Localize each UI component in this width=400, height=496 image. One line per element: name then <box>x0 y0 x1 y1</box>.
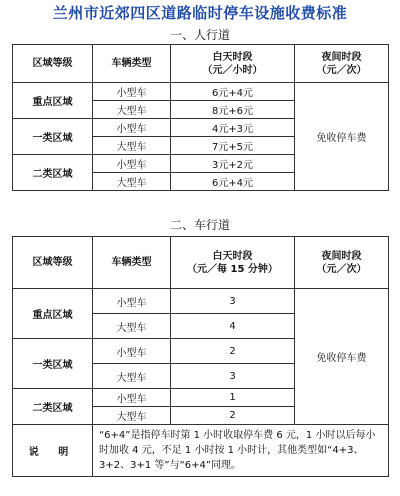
header-night-unit: （元／次） <box>316 263 367 275</box>
note-text: “6+4”是指停车时第 1 小时收取停车费 6 元，1 小时以后每小时加收 4 元，不足 1 小时按 1 小时计，其他类型如“4+3、3+2、3+1 等”与“6+4”同理。 <box>93 425 389 477</box>
vehicle-cell: 大型车 <box>93 173 171 191</box>
header-vehicle: 车辆类型 <box>93 45 171 83</box>
zone-cell: 重点区域 <box>13 83 93 119</box>
table-header-row <box>13 237 389 289</box>
header-zone: 区域等级 <box>13 237 93 289</box>
vehicle-cell: 大型车 <box>93 314 171 339</box>
vehicle-cell: 大型车 <box>93 364 171 389</box>
header-night-unit: （元／次） <box>316 64 367 76</box>
note-label: 说 明 <box>13 425 93 477</box>
zone-cell: 重点区域 <box>13 289 93 339</box>
day-fee-cell: 7元+5元 <box>171 137 295 155</box>
sidewalk-fee-table <box>12 44 389 191</box>
vehicle-cell: 大型车 <box>93 101 171 119</box>
day-fee-cell: 3 <box>171 364 295 389</box>
page-title: 兰州市近郊四区道路临时停车设施收费标准 <box>52 4 348 22</box>
day-fee-cell: 4 <box>171 314 295 339</box>
header-zone: 区域等级 <box>13 45 93 83</box>
header-night-label: 夜间时段 <box>321 51 362 63</box>
day-fee-cell: 6元+4元 <box>171 83 295 101</box>
vehicle-cell: 小型车 <box>93 339 171 364</box>
zone-cell: 一类区域 <box>13 339 93 389</box>
vehicle-cell: 小型车 <box>93 155 171 173</box>
vehicle-cell: 小型车 <box>93 389 171 407</box>
vehicle-cell: 小型车 <box>93 289 171 314</box>
zone-cell: 二类区域 <box>13 389 93 425</box>
day-fee-cell: 1 <box>171 389 295 407</box>
day-fee-cell: 2 <box>171 339 295 364</box>
note-row <box>13 425 389 477</box>
day-fee-cell: 6元+4元 <box>171 173 295 191</box>
day-fee-cell: 2 <box>171 407 295 425</box>
vehicle-cell: 大型车 <box>93 407 171 425</box>
table-row <box>13 83 389 101</box>
day-fee-cell: 3元+2元 <box>171 155 295 173</box>
header-vehicle: 车辆类型 <box>93 237 171 289</box>
header-night <box>295 237 389 289</box>
roadway-fee-table <box>12 236 389 477</box>
table-header-row <box>13 45 389 83</box>
header-day-label: 白天时段 <box>212 51 253 63</box>
header-day <box>171 237 295 289</box>
table-row <box>13 289 389 314</box>
zone-cell: 二类区域 <box>13 155 93 191</box>
vehicle-cell: 大型车 <box>93 137 171 155</box>
day-fee-cell: 3 <box>171 289 295 314</box>
header-day-unit: （元／小时） <box>202 64 263 76</box>
header-night <box>295 45 389 83</box>
section-title-sidewalk: 一、人行道 <box>169 28 230 42</box>
section-title-roadway: 二、车行道 <box>169 218 230 232</box>
header-day-label: 白天时段 <box>212 250 253 262</box>
header-day <box>171 45 295 83</box>
vehicle-cell: 小型车 <box>93 83 171 101</box>
night-fee-cell: 免收停车费 <box>295 83 389 191</box>
header-night-label: 夜间时段 <box>321 250 362 262</box>
zone-cell: 一类区域 <box>13 119 93 155</box>
night-fee-cell: 免收停车费 <box>295 289 389 425</box>
day-fee-cell: 8元+6元 <box>171 101 295 119</box>
header-day-unit: （元／每 15 分钟） <box>187 263 278 275</box>
day-fee-cell: 4元+3元 <box>171 119 295 137</box>
vehicle-cell: 小型车 <box>93 119 171 137</box>
